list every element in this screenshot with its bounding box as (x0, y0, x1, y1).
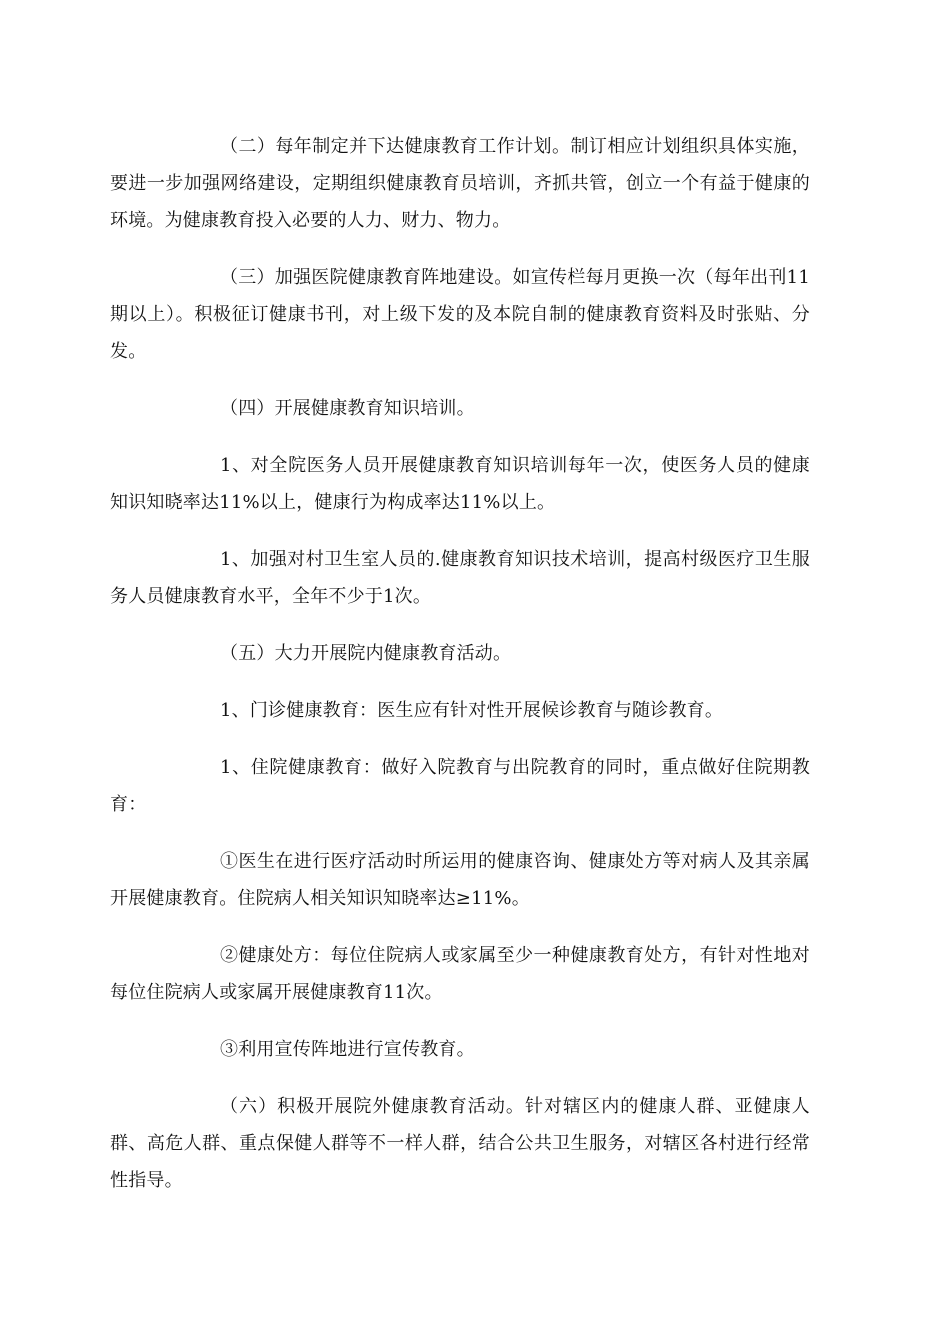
paragraph-village-training: 1、加强对村卫生室人员的.健康教育知识技术培训，提高村级医疗卫生服务人员健康教育水平，全年不少于1次。 (110, 549, 810, 607)
paragraph-item-2: ②健康处方：每位住院病人或家属至少一种健康教育处方，有针对性地对每位住院病人或家属开展健康教育11次。 (110, 945, 810, 1003)
paragraph-outreach: （六）积极开展院外健康教育活动。针对辖区内的健康人群、亚健康人群、高危人群、重点保健人群等不一样人群，结合公共卫生服务，对辖区各村进行经常性指导。 (110, 1096, 810, 1191)
paragraph-venue: （三）加强医院健康教育阵地建设。如宣传栏每月更换一次（每年出刊11期以上）。积极征订健康书刊，对上级下发的及本院自制的健康教育资料及时张贴、分发。 (110, 267, 810, 362)
paragraph-training-heading: （四）开展健康教育知识培训。 (220, 398, 475, 419)
paragraph-outpatient: 1、门诊健康教育：医生应有针对性开展候诊教育与随诊教育。 (220, 700, 724, 721)
paragraph-item-3: ③利用宣传阵地进行宣传教育。 (220, 1039, 475, 1060)
paragraph-inpatient-heading: （五）大力开展院内健康教育活动。 (220, 643, 512, 664)
paragraph-item-1: ①医生在进行医疗活动时所运用的健康咨询、健康处方等对病人及其亲属开展健康教育。住院病人相关知识知晓率达≥11%。 (110, 851, 810, 909)
paragraph-hospitalized: 1、住院健康教育：做好入院教育与出院教育的同时，重点做好住院期教育： (110, 757, 810, 815)
document-body (110, 128, 810, 1219)
paragraph-plan: （二）每年制定并下达健康教育工作计划。制订相应计划组织具体实施，要进一步加强网络建设，定期组织健康教育员培训，齐抓共管，创立一个有益于健康的环境。为健康教育投入必要的人力、财力、物力。 (110, 136, 810, 231)
paragraph-staff-training: 1、对全院医务人员开展健康教育知识培训每年一次，使医务人员的健康知识知晓率达11%以上，健康行为构成率达11%以上。 (110, 455, 810, 513)
